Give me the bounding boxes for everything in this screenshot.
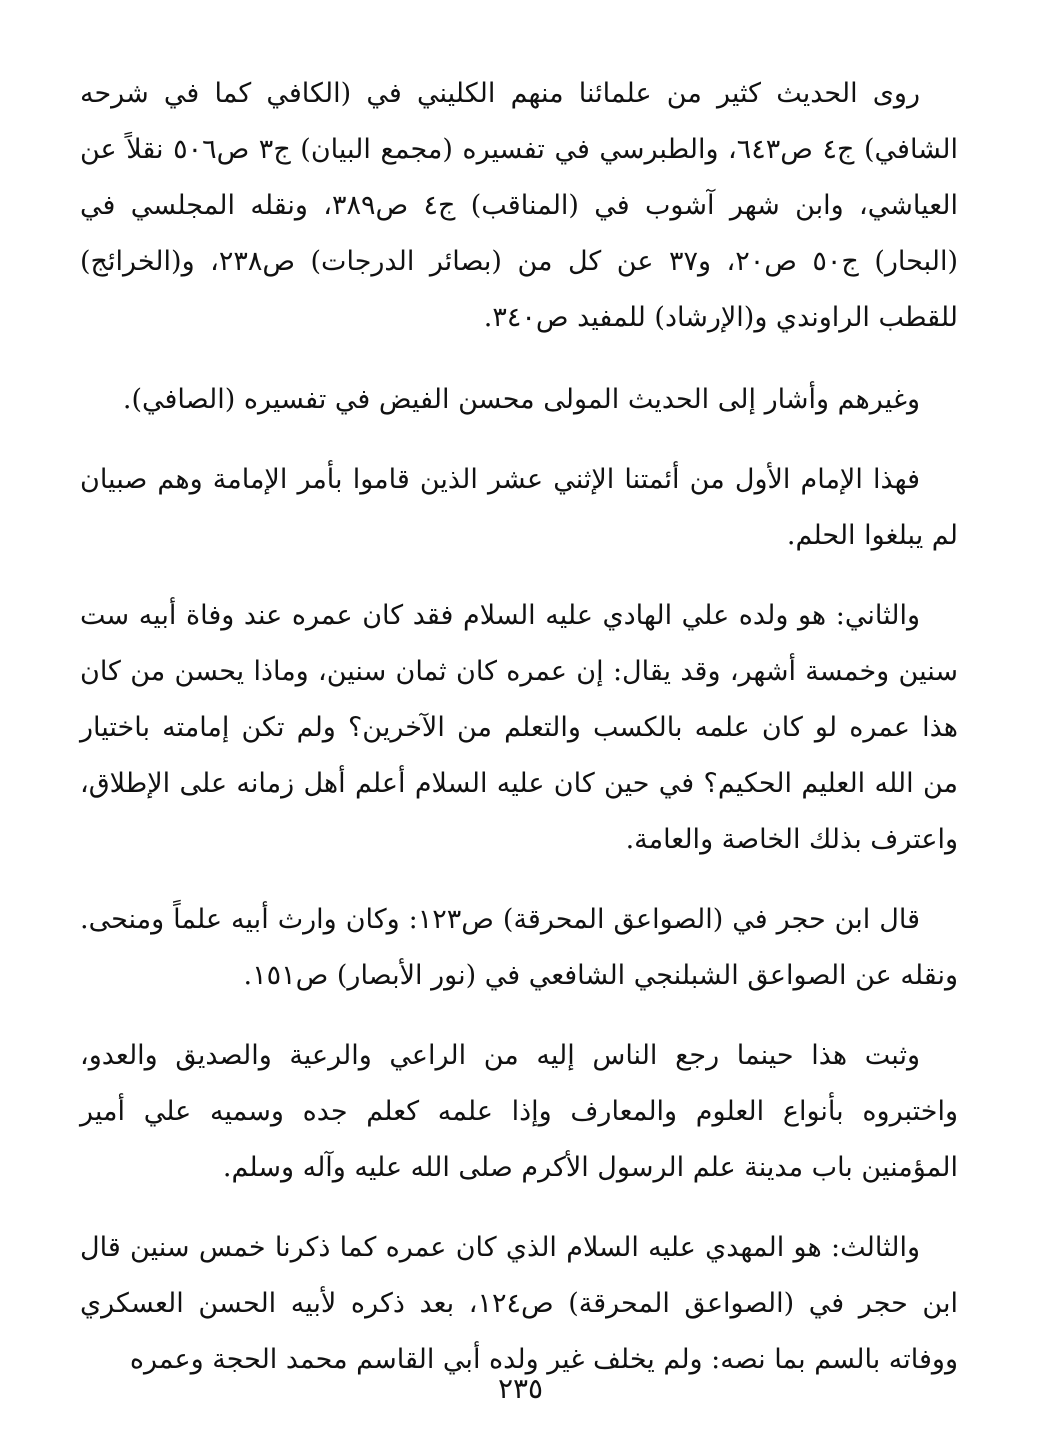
paragraph-7: والثالث: هو المهدي عليه السلام الذي كان عمره كما ذكرنا خمس سنين قال ابن حجر في (الصواعق المحرقة) ص١٢٤، بعد ذكره لأبيه الحسن العسكري ووفاته بالسم بما نصه: ولم يخلف غير ولده أبي القاسم محمد الحجة وعمره (80, 1232, 958, 1375)
paragraph-4: والثاني: هو ولده علي الهادي عليه السلام فقد كان عمره عند وفاة أبيه ست سنين وخمسة أشهر، وقد يقال: إن عمره كان ثمان سنين، وماذا يحسن من كان هذا عمره لو كان علمه بالكسب والتعلم من الآخرين؟ ولم تكن إمامته باختيار من الله العليم الحكيم؟ في حين كان عليه السلام أعلم أهل زمانه على الإطلاق، واعترف بذلك الخاصة والعامة. (80, 600, 958, 855)
paragraph-3: فهذا الإمام الأول من أئمتنا الإثني عشر الذين قاموا بأمر الإمامة وهم صبيان لم يبلغوا الحلم. (80, 464, 958, 551)
paragraph-1: روى الحديث كثير من علمائنا منهم الكليني في (الكافي كما في شرحه الشافي) ج٤ ص٦٤٣، والطبرسي في تفسيره (مجمع البيان) ج٣ ص٥٠٦ نقلاً عن العياشي، وابن شهر آشوب في (المناقب) ج٤ ص٣٨٩، ونقله المجلسي في (البحار) ج٥٠ ص٢٠، و٣٧ عن كل من (بصائر الدرجات) ص٢٣٨، و(الخرائج) للقطب الراوندي و(الإرشاد) للمفيد ص٣٤٠. (80, 78, 958, 333)
paragraph-5: قال ابن حجر في (الصواعق المحرقة) ص١٢٣: وكان وارث أبيه علماً ومنحى. ونقله عن الصواعق الشبلنجي الشافعي في (نور الأبصار) ص١٥١. (80, 904, 958, 991)
page-body (80, 66, 958, 1412)
paragraph-6: وثبت هذا حينما رجع الناس إليه من الراعي والرعية والصديق والعدو، واختبروه بأنواع العلوم والمعارف وإذا علمه كعلم جده وسميه علي أمير المؤمنين باب مدينة علم الرسول الأكرم صلى الله عليه وآله وسلم. (80, 1040, 958, 1183)
paragraph-2: وغيرهم وأشار إلى الحديث المولى محسن الفيض في تفسيره (الصافي). (122, 384, 920, 415)
page-number: ٢٣٥ (497, 1372, 544, 1405)
